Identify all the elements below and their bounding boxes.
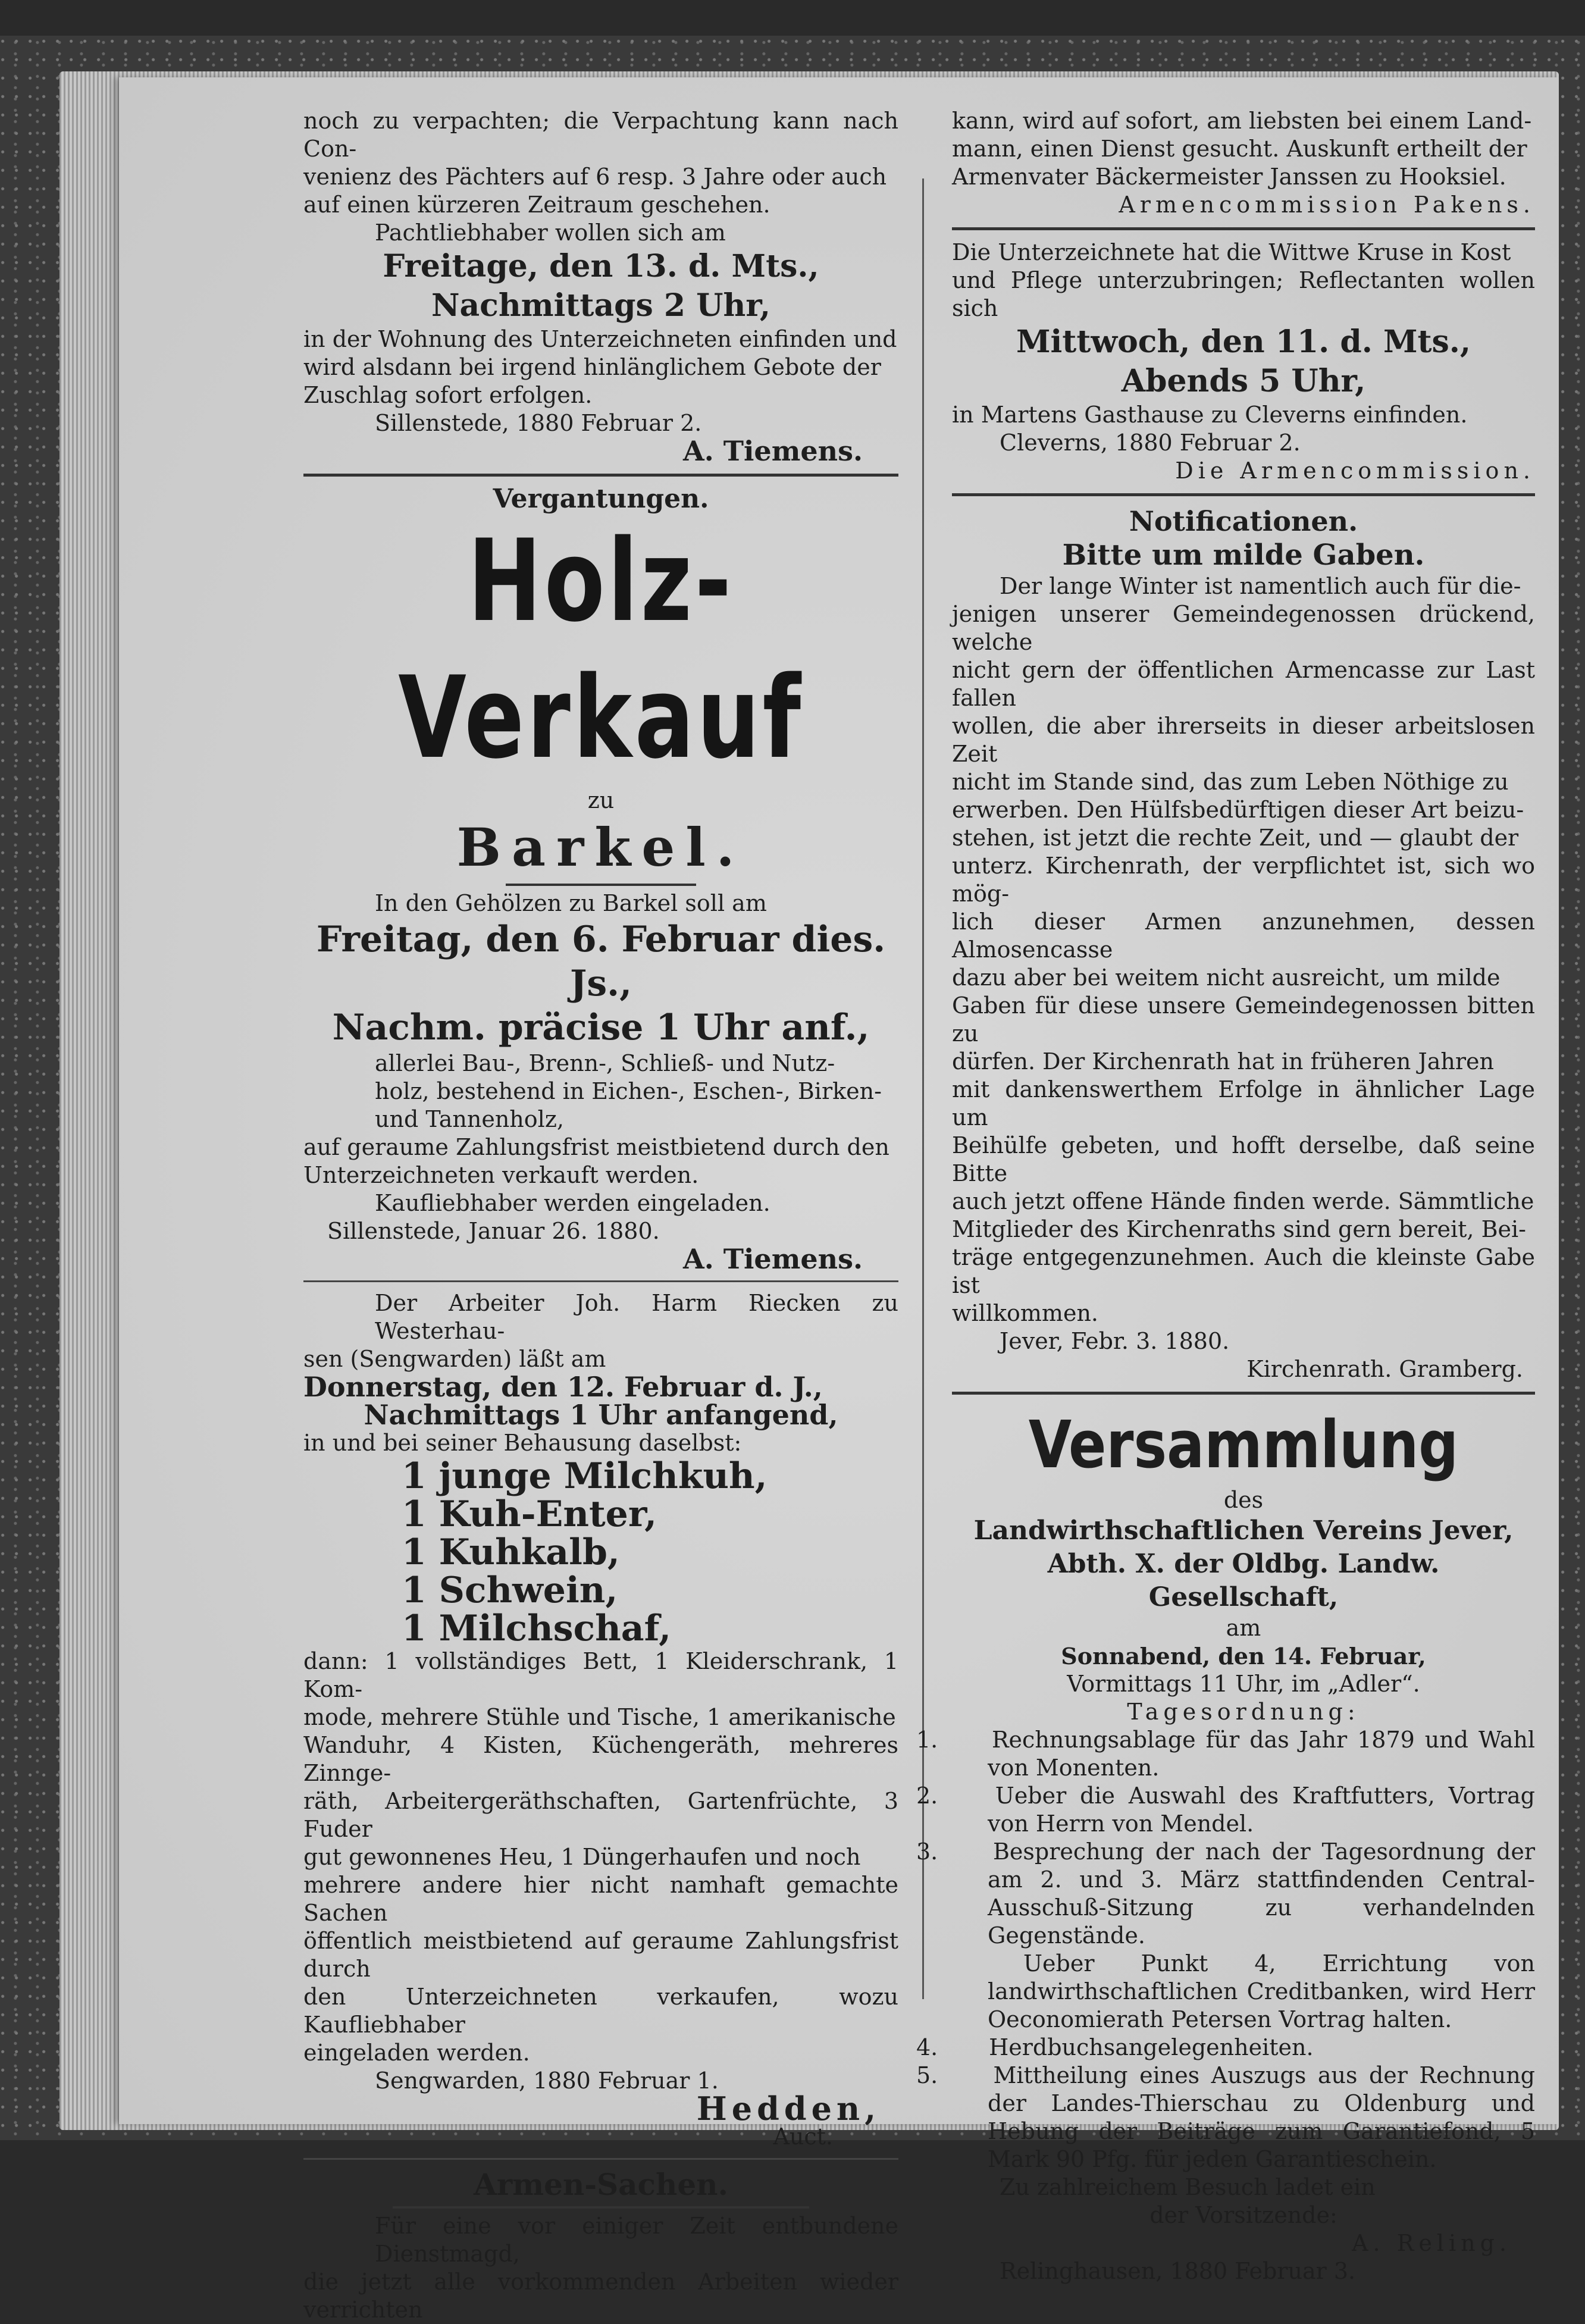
divider <box>952 1392 1535 1395</box>
text-line: Pachtliebhaber wollen sich am <box>375 220 726 246</box>
date-line: Mittwoch, den 11. d. Mts., <box>1016 324 1471 360</box>
agenda-item <box>916 2062 1535 2173</box>
text-line: der Vorsitzende: <box>1149 2202 1337 2228</box>
signature: Armencommission Pakens. <box>1119 192 1535 218</box>
place-date: Sillenstede, 1880 Februar 2. <box>375 410 702 436</box>
place-date: Jever, Febr. 3. 1880. <box>1000 1328 1230 1354</box>
kruse-notice <box>952 239 1535 485</box>
text-line: wollen, die aber ihrerseits in dieser arbeitslosen Zeit <box>952 713 1535 767</box>
text-line: allerlei Bau-, Brenn-, Schließ- und Nutz- <box>375 1050 835 1076</box>
text-line: Zu zahlreichem Besuch ladet ein <box>1000 2174 1376 2200</box>
pacht-notice <box>303 107 898 465</box>
text-line: dürfen. Der Kirchenrath hat in früheren Jahren <box>952 1048 1494 1075</box>
date-line: Freitage, den 13. d. Mts., <box>383 248 819 284</box>
text-line: lich dieser Armen anzunehmen, dessen Almosencasse <box>952 909 1535 963</box>
text-line: Kaufliebhaber werden eingeladen. <box>375 1190 770 1216</box>
text-line: auf einen kürzeren Zeitraum geschehen. <box>303 192 770 218</box>
text-line: auf geraume Zahlungsfrist meistbietend durch den <box>303 1134 889 1160</box>
text-line: Gaben für diese unsere Gemeindegenossen bitten zu <box>952 992 1535 1047</box>
text-line: stehen, ist jetzt die rechte Zeit, und — glaubt der <box>952 825 1519 851</box>
agenda-text: Herdbuchsangelegenheiten. <box>989 2034 1314 2060</box>
bitte-notice <box>952 538 1535 1383</box>
agenda-num: 3. <box>916 1838 938 1865</box>
versammlung-notice <box>916 1403 1535 2285</box>
text-line: Armenvater Bäckermeister Janssen zu Hooksiel. <box>952 164 1506 190</box>
text-line: Der lange Winter ist namentlich auch für die- <box>1000 573 1521 599</box>
place-date: Sillenstede, Januar 26. 1880. <box>327 1218 660 1244</box>
time-line: Nachmittags 1 Uhr anfangend, <box>364 1399 838 1431</box>
text-line: am <box>1226 1615 1261 1641</box>
text-line: dazu aber bei weitem nicht ausreicht, um milde <box>952 964 1501 991</box>
agenda-item <box>916 1782 1535 1838</box>
time-line: Abends 5 Uhr, <box>1121 363 1366 399</box>
list-item: 1 junge Milchkuh, <box>402 1455 768 1497</box>
time-line: Nachmittags 2 Uhr, <box>431 287 771 324</box>
agenda-num: 1. <box>916 1727 938 1753</box>
armen-notice <box>303 2167 898 2324</box>
divider <box>952 227 1535 230</box>
headline: Holz-Verkauf <box>398 515 804 784</box>
text-line: den Unterzeichneten verkaufen, wozu Kaufliebhaber <box>303 1984 898 2038</box>
signature: Hedden, <box>696 2090 881 2128</box>
signature: Die Armencommission. <box>1175 458 1535 484</box>
text-line: mann, einen Dienst gesucht. Auskunft ertheilt der <box>952 136 1527 162</box>
divider <box>303 474 898 477</box>
time-line: Nachm. präcise 1 Uhr anf., <box>332 1007 870 1048</box>
signature: A. Tiemens. <box>683 435 863 467</box>
agenda-item <box>916 2034 1535 2062</box>
right-column <box>916 107 1535 2285</box>
text-line: in und bei seiner Behausung daselbst: <box>303 1430 742 1456</box>
list-item: 1 Schwein, <box>402 1570 618 1611</box>
text-line: räth, Arbeitergeräthschaften, Gartenfrüchte, 3 Fuder <box>303 1788 898 1842</box>
text-line: erwerben. Den Hülfsbedürftigen dieser Art beizu- <box>952 797 1524 823</box>
agenda-text: Mittheilung eines Auszugs aus der Rechnung der Landes-Thierschau zu Oldenburg und Hebung der Beiträge zum Garantiefond, 5 Mark 90 Pfg. für jeden Garantieschein. <box>988 2062 1535 2172</box>
text-line: gut gewonnenes Heu, 1 Düngerhaufen und noch <box>303 1844 861 1870</box>
text-line: nicht im Stande sind, das zum Leben Nöthige zu <box>952 769 1509 795</box>
place-date: Sengwarden, 1880 Februar 1. <box>375 2068 719 2094</box>
dienst-notice <box>952 107 1535 219</box>
signature: A. Reling. <box>1352 2230 1511 2256</box>
text-line: mit dankenswerthem Erfolge in ähnlicher Lage um <box>952 1076 1535 1130</box>
text-line: dann: 1 vollständiges Bett, 1 Kleiderschrank, 1 Kom- <box>303 1648 898 1702</box>
date-line: Freitag, den 6. Februar dies. Js., <box>316 919 886 1004</box>
text-line: Der Arbeiter Joh. Harm Riecken zu Westerhau- <box>375 1290 898 1344</box>
text-line: in der Wohnung des Unterzeichneten einfinden und <box>303 326 897 352</box>
text-line: mode, mehrere Stühle und Tische, 1 amerikanische <box>303 1704 896 1730</box>
list-item: 1 Kuh-Enter, <box>402 1493 657 1535</box>
text-line: Unterzeichneten verkauft werden. <box>303 1162 699 1188</box>
headline: Versammlung <box>1028 1407 1459 1483</box>
text-line: holz, bestehend in Eichen-, Eschen-, Birken- <box>375 1078 882 1104</box>
text-line: öffentlich meistbietend auf geraume Zahlungsfrist durch <box>303 1928 898 1982</box>
text-line: nicht gern der öffentlichen Armencasse zur Last fallen <box>952 657 1535 711</box>
text-line: Wanduhr, 4 Kisten, Küchengeräth, mehreres Zinnge- <box>303 1732 898 1786</box>
date-line: Donnerstag, den 12. Februar d. J., <box>303 1371 823 1403</box>
agenda-title: Tagesordnung: <box>1127 1699 1360 1725</box>
place-date: Relinghausen, 1880 Februar 3. <box>1000 2258 1356 2284</box>
org-name: Abth. X. der Oldbg. Landw. Gesellschaft, <box>1047 1549 1440 1612</box>
text-line: noch zu verpachten; die Verpachtung kann nach Con- <box>303 108 898 162</box>
text-line: Die Unterzeichnete hat die Wittwe Kruse in Kost <box>952 239 1511 265</box>
left-column <box>303 107 898 2324</box>
text-line: mehrere andere hier nicht namhaft gemachte Sachen <box>303 1872 898 1926</box>
notice-title: Bitte um milde Gaben. <box>1062 538 1425 572</box>
text-line: in Martens Gasthause zu Cleverns einfinden. <box>952 402 1468 428</box>
agenda-text: Besprechung der nach der Tagesordnung der am 2. und 3. März stattfindenden Central-Ausschuß-Sitzung zu verhandelnden Gegenstände. <box>988 1838 1535 1949</box>
text-line: unterz. Kirchenrath, der verpflichtet ist, sich wo mög- <box>952 853 1535 907</box>
text-line: Zuschlag sofort erfolgen. <box>303 382 593 408</box>
org-name: Landwirthschaftlichen Vereins Jever, <box>973 1515 1514 1546</box>
place-date: Cleverns, 1880 Februar 2. <box>1000 430 1301 456</box>
place-name: Barkel. <box>456 816 745 878</box>
holz-verkauf-notice <box>303 513 898 1273</box>
agenda-item <box>916 1726 1535 1782</box>
signature-role: Auct. <box>773 2123 833 2150</box>
text-line: und Tannenholz, <box>375 1106 564 1132</box>
time-line: Vormittags 11 Uhr, im „Adler“. <box>1067 1671 1420 1697</box>
text-line: venienz des Pächters auf 6 resp. 3 Jahre oder auch <box>303 164 887 190</box>
text-line: willkommen. <box>952 1300 1098 1326</box>
agenda-num: 4. <box>916 2034 938 2060</box>
agenda-num: 2. <box>916 1783 938 1809</box>
divider <box>393 2206 809 2209</box>
signature: A. Tiemens. <box>683 1243 863 1275</box>
section-title: Armen-Sachen. <box>474 2167 728 2202</box>
agenda-text: Ueber die Auswahl des Kraftfutters, Vortrag von Herrn von Mendel. <box>988 1783 1535 1837</box>
text-line: die jetzt alle vorkommenden Arbeiten wieder verrichten <box>303 2269 898 2323</box>
text-line: träge entgegenzunehmen. Auch die kleinste Gabe ist <box>952 1244 1535 1298</box>
signature: Kirchenrath. Gramberg. <box>1246 1356 1523 1382</box>
divider <box>506 884 696 886</box>
divider <box>952 493 1535 496</box>
text-paragraph: Ueber Punkt 4, Errichtung von landwirthschaftlichen Creditbanken, wird Herr Oeconomierath Petersen Vortrag halten. <box>988 1950 1535 2032</box>
auction-notice <box>303 1289 898 2151</box>
list-item: 1 Milchschaf, <box>402 1608 671 1649</box>
agenda-num: 5. <box>916 2062 938 2088</box>
text-line: Für eine vor einiger Zeit entbundene Dienstmagd, <box>375 2213 898 2267</box>
text-line: des <box>1223 1487 1264 1513</box>
text-line: kann, wird auf sofort, am liebsten bei einem Land- <box>952 108 1532 134</box>
text-line: In den Gehölzen zu Barkel soll am <box>375 890 767 916</box>
text-line: wird alsdann bei irgend hinlänglichem Gebote der <box>303 354 881 380</box>
date-line: Sonnabend, den 14. Februar, <box>1061 1643 1426 1670</box>
section-title: Notificationen. <box>1129 505 1358 537</box>
list-item: 1 Kuhkalb, <box>402 1531 620 1573</box>
text-line: und Pflege unterzubringen; Reflectanten wollen sich <box>952 267 1535 321</box>
text-line: zu <box>587 787 615 813</box>
text-line: Beihülfe gebeten, und hofft derselbe, daß seine Bitte <box>952 1132 1535 1186</box>
text-line: Mitglieder des Kirchenraths sind gern bereit, Bei- <box>952 1216 1526 1242</box>
divider <box>303 2158 898 2160</box>
text-line: auch jetzt offene Hände finden werde. Sämmtliche <box>952 1188 1534 1214</box>
text-line: sen (Sengwarden) läßt am <box>303 1346 606 1372</box>
section-title: Vergantungen. <box>493 484 709 514</box>
text-line: jenigen unserer Gemeindegenossen drückend, welche <box>952 601 1535 655</box>
text-line: eingeladen werden. <box>303 2040 530 2066</box>
agenda-item <box>916 1838 1535 1950</box>
agenda-text: Rechnungsablage für das Jahr 1879 und Wahl von Monenten. <box>988 1727 1535 1781</box>
divider <box>303 1280 898 1282</box>
